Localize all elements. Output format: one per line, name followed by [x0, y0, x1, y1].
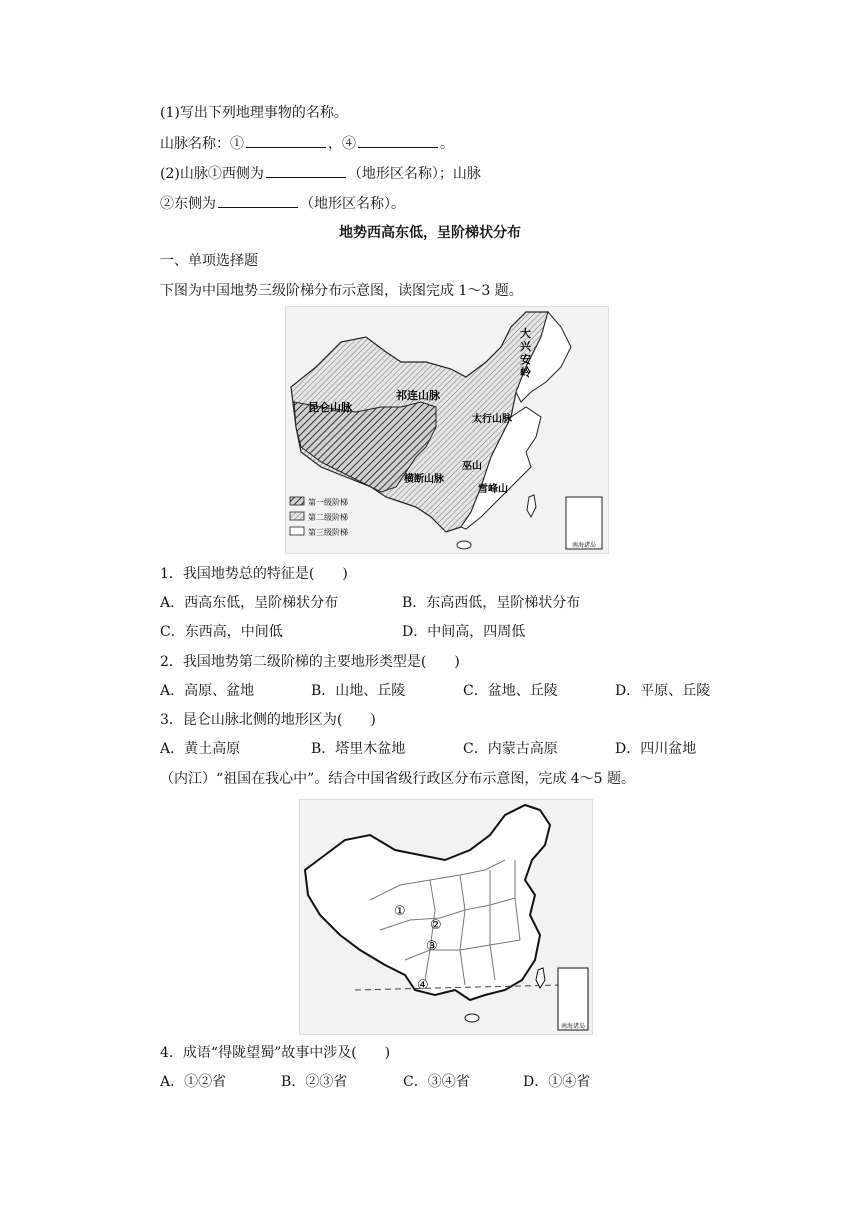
option-b[interactable]: B．东高西低，呈阶梯状分布 — [402, 595, 581, 611]
question-text — [160, 193, 405, 214]
question-text-part: （地形区名称）；山脉 — [347, 166, 481, 182]
option-d[interactable]: D．平原、丘陵 — [615, 683, 711, 699]
option-b[interactable]: B．②③省 — [281, 1074, 348, 1090]
question-text-part: 山脉名称：① — [160, 136, 244, 152]
label-taihang: 太行山脉 — [472, 414, 512, 425]
label-wushan: 巫山 — [462, 461, 482, 472]
marker-2: ② — [430, 918, 442, 933]
option-a[interactable]: A．西高东低，呈阶梯状分布 — [160, 595, 339, 611]
answer-blank[interactable] — [246, 133, 326, 148]
option-c[interactable]: C．③④省 — [403, 1074, 470, 1090]
question-text — [160, 133, 454, 154]
answer-blank[interactable] — [358, 133, 438, 148]
label-daxing-3: 安 — [520, 353, 531, 366]
option-a[interactable]: A．黄土高原 — [160, 741, 241, 757]
question-text-part: 。 — [440, 136, 454, 152]
question-stem: 2．我国地势第二级阶梯的主要地形类型是( ) — [160, 654, 460, 670]
legend-step-1: 第一级阶梯 — [308, 498, 348, 507]
province-map-graphic — [300, 800, 592, 1034]
label-kunlun: 昆仑山脉 — [308, 401, 352, 414]
label-daxing-1: 大 — [520, 327, 531, 340]
answer-blank[interactable] — [218, 193, 298, 208]
label-daxing-4: 岭 — [520, 366, 531, 379]
label-daxing-2: 兴 — [520, 340, 531, 353]
legend-step-2: 第二级阶梯 — [308, 513, 348, 522]
province-map — [299, 799, 593, 1035]
option-d[interactable]: D．中间高，四周低 — [402, 624, 526, 640]
question-text-part: (2)山脉①西侧为 — [160, 166, 264, 182]
question-stem: 3．昆仑山脉北侧的地形区为( ) — [160, 712, 376, 728]
option-b[interactable]: B．塔里木盆地 — [311, 741, 406, 757]
marker-4: ④ — [417, 978, 429, 993]
answer-blank[interactable] — [266, 163, 346, 178]
section-heading: 一、单项选择题 — [160, 253, 258, 269]
question-text-part: ，④ — [328, 136, 356, 152]
question-text-part: ②东侧为 — [160, 196, 216, 212]
intro-text: （内江）“祖国在我心中”。结合中国省级行政区分布示意图，完成 4～5 题。 — [160, 771, 636, 787]
option-c[interactable]: C．盆地、丘陵 — [463, 683, 558, 699]
question-text-part: （地形区名称）。 — [300, 196, 405, 212]
option-b[interactable]: B．山地、丘陵 — [311, 683, 406, 699]
option-a[interactable]: A．①②省 — [160, 1074, 227, 1090]
label-xuefeng: 雪峰山 — [478, 484, 508, 495]
question-text — [160, 163, 481, 184]
question-stem: 1．我国地势总的特征是( ) — [160, 566, 348, 582]
option-a[interactable]: A．高原、盆地 — [160, 683, 255, 699]
option-c[interactable]: C．内蒙古高原 — [463, 741, 558, 757]
section-title: 地势西高东低，呈阶梯状分布 — [339, 225, 521, 241]
question-text: (1)写出下列地理事物的名称。 — [160, 105, 348, 121]
legend-step-3: 第三级阶梯 — [308, 528, 348, 537]
inset-label: 南海诸岛 — [571, 542, 597, 549]
intro-text: 下图为中国地势三级阶梯分布示意图，读图完成 1～3 题。 — [160, 283, 523, 299]
terrain-steps-map — [285, 306, 609, 554]
terrain-map-graphic — [286, 307, 608, 553]
option-c[interactable]: C．东西高，中间低 — [160, 624, 283, 640]
label-hengduan: 横断山脉 — [404, 474, 444, 485]
inset-label: 南海诸岛 — [560, 1023, 586, 1030]
marker-3: ③ — [426, 939, 438, 954]
option-d[interactable]: D．①④省 — [523, 1074, 591, 1090]
marker-1: ① — [394, 904, 406, 919]
option-d[interactable]: D．四川盆地 — [615, 741, 697, 757]
label-qilian: 祁连山脉 — [396, 389, 440, 402]
question-stem: 4．成语“得陇望蜀”故事中涉及( ) — [160, 1045, 391, 1061]
